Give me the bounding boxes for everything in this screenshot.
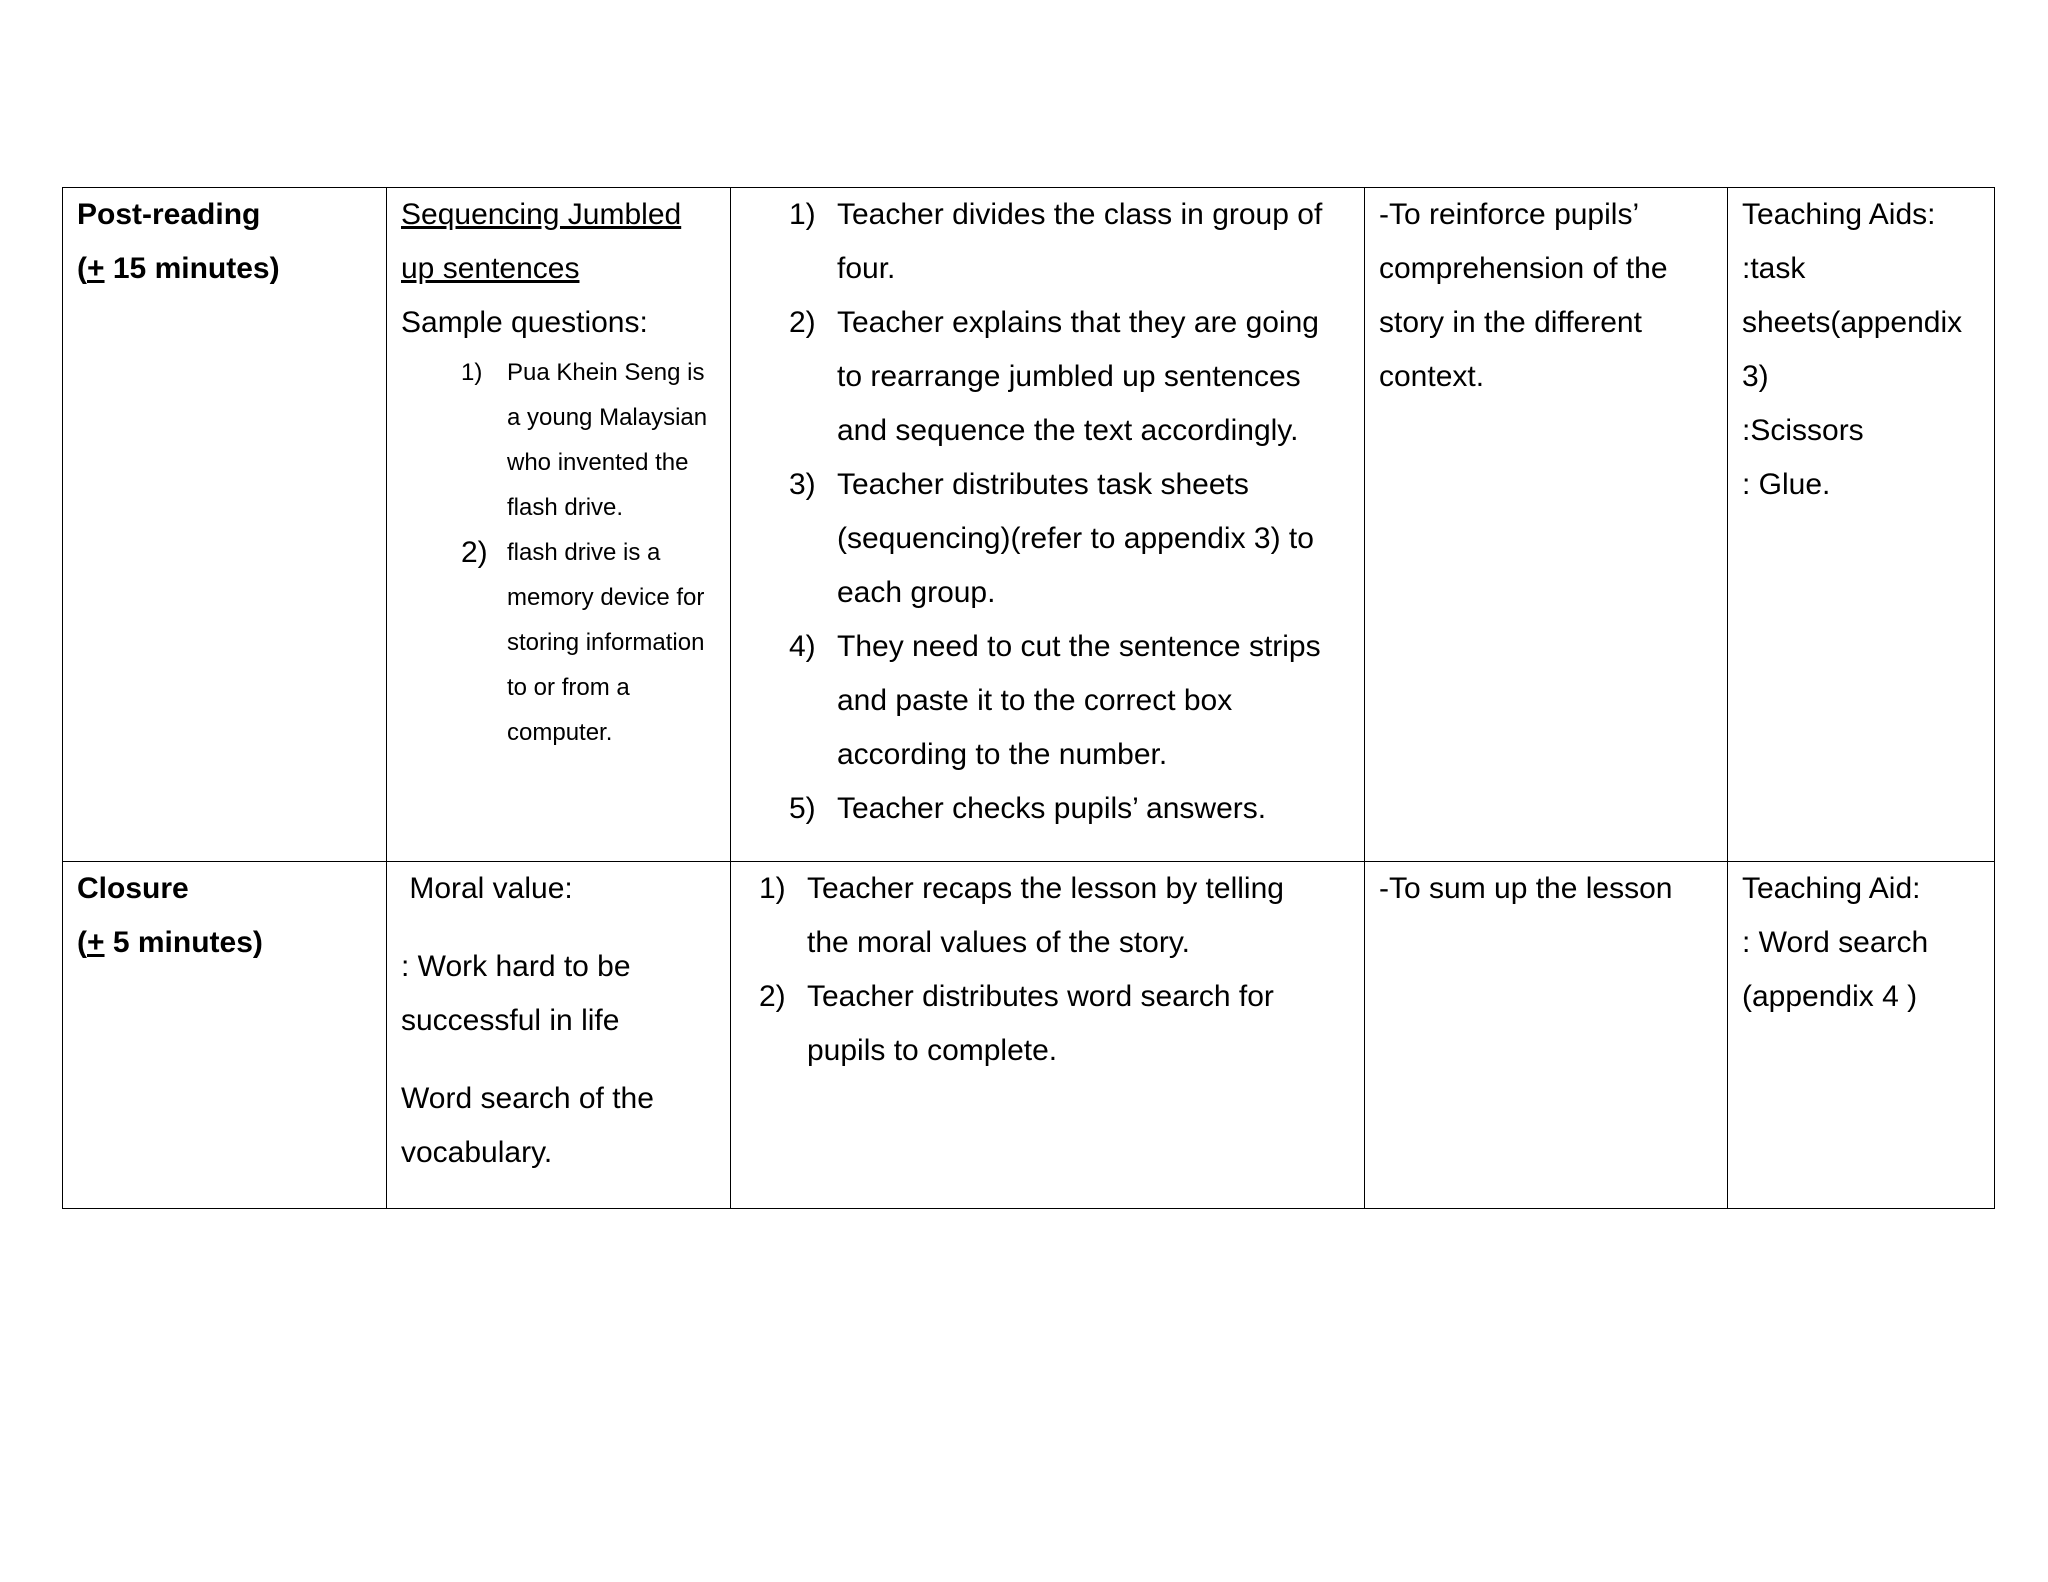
sample-questions-list	[401, 350, 718, 755]
stage-title: Post-reading	[77, 198, 261, 231]
stage-cell	[63, 188, 387, 862]
procedure-cell	[731, 188, 1365, 862]
procedure-list	[731, 188, 1364, 836]
stage-duration: (+ 5 minutes)	[77, 926, 263, 959]
sample-questions-label: Sample questions:	[401, 306, 648, 339]
rationale-cell: -To reinforce pupils’ comprehension of the story in the different context.	[1365, 188, 1728, 862]
lesson-plan-table	[62, 187, 1995, 1209]
list-item: 2) flash drive is a memory device for storing information to or from a computer.	[461, 536, 705, 746]
rationale-cell: -To sum up the lesson	[1365, 862, 1728, 1209]
activity-heading-line1: Sequencing Jumbled	[401, 198, 682, 231]
stage-duration: (+ 15 minutes)	[77, 252, 280, 285]
list-item: 1) Teacher recaps the lesson by telling the moral values of the story.	[759, 872, 1284, 959]
content-cell: Moral value: : Work hard to be successful in life Word search of the vocabulary.	[387, 862, 731, 1209]
table-row-post-reading	[63, 188, 1995, 862]
activity-heading-line2: up sentences	[401, 252, 580, 285]
list-item: 1) Pua Khein Seng is a young Malaysian who invented the flash drive.	[461, 359, 708, 521]
stage-cell	[63, 862, 387, 1209]
list-item: 5) Teacher checks pupils’ answers.	[789, 792, 1267, 825]
list-item: 2) Teacher explains that they are going to rearrange jumbled up sentences and sequence the text accordingly.	[789, 306, 1319, 447]
moral-value-label: Moral value:	[401, 872, 573, 905]
list-item: 1) Teacher divides the class in group of four.	[789, 198, 1323, 285]
procedure-cell	[731, 862, 1365, 1209]
teaching-aids-cell: Teaching Aids: :task sheets(appendix 3) :Scissors : Glue.	[1728, 188, 1995, 862]
teaching-aids-cell: Teaching Aid: : Word search (appendix 4 )	[1728, 862, 1995, 1209]
list-item: 2) Teacher distributes word search for pupils to complete.	[759, 980, 1274, 1067]
stage-title: Closure	[77, 872, 189, 905]
table-row-closure	[63, 862, 1995, 1209]
content-cell	[387, 188, 731, 862]
procedure-list	[731, 862, 1364, 1078]
list-item: 3) Teacher distributes task sheets (sequencing)(refer to appendix 3) to each group.	[789, 468, 1314, 609]
list-item: 4) They need to cut the sentence strips and paste it to the correct box according to the number.	[789, 630, 1321, 771]
